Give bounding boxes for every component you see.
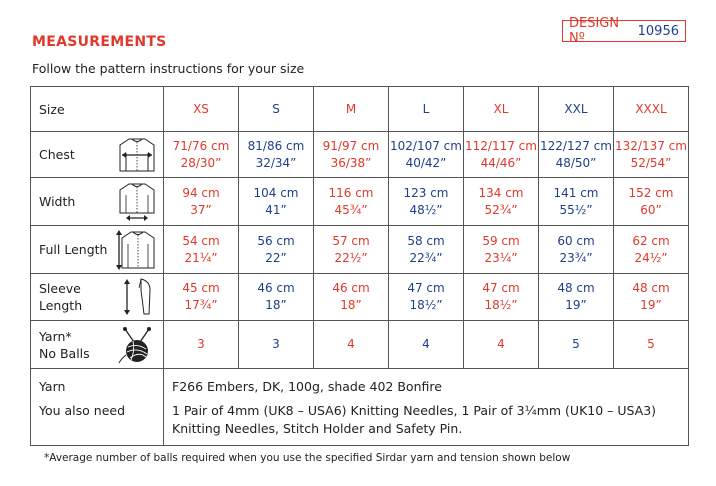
width-row: [31, 178, 689, 226]
width-l: 123 cm 48½”: [389, 178, 464, 226]
full-length-xl: 59 cm 23¼”: [464, 226, 539, 274]
page-title: MEASUREMENTS: [32, 34, 167, 50]
chest-l: 102/107 cm 40/42”: [389, 132, 464, 178]
sweater-length-icon: [115, 228, 157, 272]
full-length-row: [31, 226, 689, 274]
needs-value: 1 Pair of 4mm (UK8 – USA6) Knitting Needles, 1 Pair of 3¼mm (UK10 – USA3) Knitting Needles, Stitch Holder and Safety Pin.: [172, 403, 657, 436]
sleeve-length-l: 47 cm 18½”: [389, 274, 464, 321]
yarn-balls-xl: 4: [464, 321, 539, 369]
full-length-label: Full Length: [39, 242, 108, 257]
chest-label: Chest: [39, 147, 75, 162]
size-s: S: [239, 87, 314, 132]
size-xxl: XXL: [539, 87, 614, 132]
full-length-xxxl: 62 cm 24½”: [614, 226, 689, 274]
sweater-width-icon: [117, 181, 157, 223]
full-length-m: 57 cm 22½”: [314, 226, 389, 274]
yarn-label: Yarn: [39, 379, 66, 394]
size-xs: XS: [164, 87, 239, 132]
full-length-l: 58 cm 22¾”: [389, 226, 464, 274]
size-label: Size: [31, 87, 164, 132]
sleeve-length-xxl: 48 cm 19”: [539, 274, 614, 321]
size-header-row: [31, 87, 689, 132]
instructions-text: Follow the pattern instructions for your size: [32, 61, 305, 76]
design-label: DESIGN Nº: [569, 16, 620, 46]
chest-label-cell: [31, 132, 164, 178]
design-number: 10956: [637, 23, 679, 39]
yarn-info-row: [31, 369, 689, 446]
yarn-balls-label: Yarn* No Balls: [39, 328, 90, 361]
yarn-ball-needles-icon: [117, 325, 157, 365]
needs-label: You also need: [39, 403, 126, 418]
sleeve-length-m: 46 cm 18”: [314, 274, 389, 321]
yarn-balls-row: [31, 321, 689, 369]
footnote: *Average number of balls required when you use the specified Sirdar yarn and tension shown below: [44, 452, 571, 464]
sweater-chest-icon: [117, 135, 157, 175]
width-label: Width: [39, 194, 76, 209]
sleeve-length-label: Sleeve Length: [39, 281, 83, 313]
size-xl: XL: [464, 87, 539, 132]
size-m: M: [314, 87, 389, 132]
chest-xl: 112/117 cm 44/46”: [464, 132, 539, 178]
full-length-xs: 54 cm 21¼”: [164, 226, 239, 274]
width-label-cell: [31, 178, 164, 226]
yarn-value: F266 Embers, DK, 100g, shade 402 Bonfire: [172, 379, 442, 394]
yarn-balls-xs: 3: [164, 321, 239, 369]
yarn-info-labels: [31, 369, 164, 446]
sleeve-length-xl: 47 cm 18½”: [464, 274, 539, 321]
yarn-balls-m: 4: [314, 321, 389, 369]
measurements-table: [30, 86, 689, 446]
yarn-info-values: [164, 369, 689, 446]
sleeve-length-xxxl: 48 cm 19”: [614, 274, 689, 321]
yarn-balls-label-cell: [31, 321, 164, 369]
sleeve-length-icon: [117, 276, 157, 318]
width-s: 104 cm 41”: [239, 178, 314, 226]
width-m: 116 cm 45¾”: [314, 178, 389, 226]
chest-s: 81/86 cm 32/34”: [239, 132, 314, 178]
yarn-balls-s: 3: [239, 321, 314, 369]
width-xl: 134 cm 52¾”: [464, 178, 539, 226]
sleeve-length-label-cell: [31, 274, 164, 321]
chest-m: 91/97 cm 36/38”: [314, 132, 389, 178]
sleeve-length-s: 46 cm 18”: [239, 274, 314, 321]
chest-row: [31, 132, 689, 178]
chest-xs: 71/76 cm 28/30”: [164, 132, 239, 178]
full-length-label-cell: [31, 226, 164, 274]
yarn-balls-xxl: 5: [539, 321, 614, 369]
full-length-xxl: 60 cm 23¾”: [539, 226, 614, 274]
chest-xxl: 122/127 cm 48/50”: [539, 132, 614, 178]
width-xxxl: 152 cm 60”: [614, 178, 689, 226]
full-length-s: 56 cm 22”: [239, 226, 314, 274]
sleeve-length-xs: 45 cm 17¾”: [164, 274, 239, 321]
width-xxl: 141 cm 55½”: [539, 178, 614, 226]
size-xxxl: XXXL: [614, 87, 689, 132]
design-number-box: [562, 16, 686, 46]
size-l: L: [389, 87, 464, 132]
yarn-balls-l: 4: [389, 321, 464, 369]
chest-xxxl: 132/137 cm 52/54”: [614, 132, 689, 178]
yarn-balls-xxxl: 5: [614, 321, 689, 369]
width-xs: 94 cm 37”: [164, 178, 239, 226]
sleeve-length-row: [31, 274, 689, 321]
